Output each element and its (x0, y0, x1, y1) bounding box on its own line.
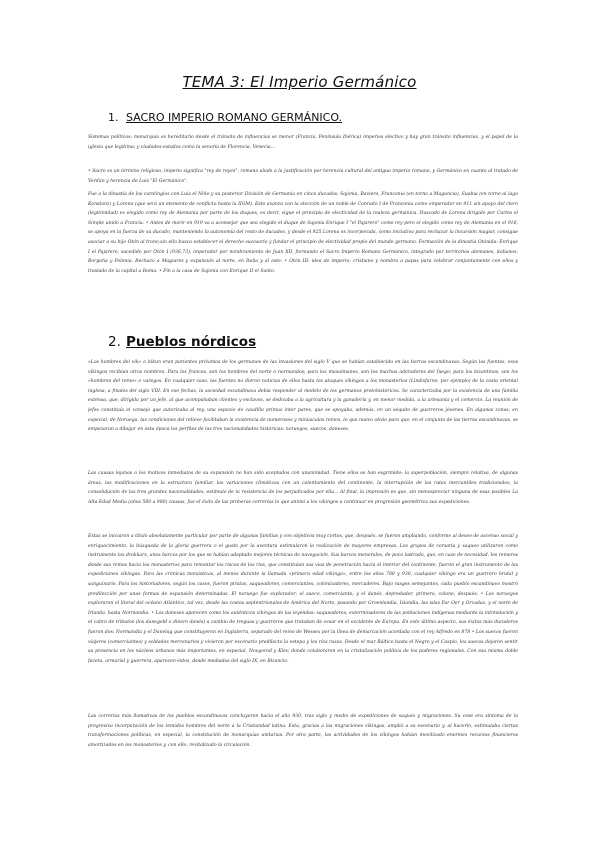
section-1-paragraph-3: Fue a la dinastía de los carolingios con Luis el Niño y su posterior División de Germania en cinco ducados: Sajonia, Baviera, Franconia (en torno a Maguncia), Suabia (en torno al lago Konstanz) y Lorena (que será un elemento de conflicto hasta la IIGM). Esto avanza con la elección de un noble de Conrado I de Franconia como emperador en 911 sin apoyo del clero (legitimidad) es elegido como rey de Alemania por parte de los duques, es decir, sigue el principio de electividad de la realeza germánica. Duscado de Lorena dirigido por Carlos el Simple unido a Francia. • Antes de morir en 919 va a aconsejar que sea elegido el duque de Sajonia Enrique I "el Pajarero" como rey pero el elegido como rey de Alemania en el 916, se apoya en la fuerza de su ducado, manteniendo la autonomía del resto de ducados, y desde el 925 Lorena es incorporada, como iniciativa para rechazar la incursión magiar, consigue asociar a su hijo Otón al trono,sin ello busca establecer el derecho sucesorio y fundar el principio de electividad propio del mundo germano. Formación de la dinastía Otónida: Enrique I el Pajarero, sucedido por Otón I (936,73), imperador por nombramiento de Juan XII, formando el Sacro Imperio Romano Germánico, integrado por territorios alemanes, italianos, Borgoña y Polonia. Rechazo a Magiares y expansión al norte, en Italia y al este. • Otón III: idea de imperio; cristiano y nombra a papas para celebrar conjuntamente con ellos y traslado de la capital a Roma. • Fin a la casa de Sajonia con Enrique II el Santo. (88, 192, 518, 274)
section-1-heading (108, 111, 342, 124)
section-2-title: Pueblos nórdicos (126, 334, 257, 350)
section-1-paragraph-2: • Sacro es un término religioso, imperio significa "rey de reyes", romano alude a la justificación por herencia cultural del antiguo imperio romano, y Germánico en cuanto al tratado de Verdún y herencia de Luis "El Germánico". (88, 169, 518, 184)
section-2-paragraph-1: «Los hombres del vik» o bikun eran parientes próximos de los germanos de las invasiones del siglo V que se habían establecido en las tierras escandinavas. Según las fuentes, esos vikingos recibían otros nombres. Para los francos, son los hombres del norte o normandos; para los musulmanes, son los machus adoradores del fuego; para los bizantinos, son los «hombres del remo» o varegos. En cualquier caso, las fuentes no dieron noticias de ellos hasta los ataques vikingos a los monasterios (Lindisfarne, por ejemplo) de la costa oriental inglesa, a finales del siglo VIII. En ese fechas, la sociedad escandinava debía responder al modelo de los germanos protohistóricos. Se caracterizaba por la existencia de una familia extensa, que, dirigida por un jefe, al que acompañaban clientes y esclavos, se dedicaba a la agricultura y la ganadería y, en menor medida, a la artesanía y el comercio. La reunión de jefes constituía el consejo que autorizaba al rey, una especie de caudillo primus inter pares, que se apoyaba, además, en un séquito de guerreros jóvenes. En algunas zonas, en especial, de Noruega, las condiciones del relieve facilitaban la existencia de numerosos y minúsculos reinos, lo que nuevo obvio para que, en el conjunto de las tierras escandinavas, se empezaran a dibujar en esta época los perfiles de las tres nacionalidades históricas: noruegos, suecos, daneses. (88, 360, 518, 433)
section-1-number: 1. (108, 111, 119, 124)
section-2-paragraph-4: Las correrías más llamativas de los pueblos escandinavos concluyeron hacia el año 930, tras siglo y medio de expediciones de saqueo y migraciones. Su cese era síntoma de la progresiva incorporación de los temidos hombres del norte a la Cristiandad latina. Esta, gracias a las migraciones vikingas, amplió a su escenario y, al hacerlo, estimulaba ciertas transformaciones políticas, en especial, la constitución de monarquías unitarias. Por otra parte, las actividades de los vikingos habían movilizado enormes recursos financieros amortizados en los monasterios y, con ello, revitalizado la circulación. (88, 714, 518, 748)
section-2-paragraph-3: Estas se iniciaron a título absolutamente particular por parte de algunas familias y con objetivos muy cortos, que, después, se fueron ampliando, conforme al deseo de ascenso social y enriquecimiento, la búsqueda de la gloria guerrera o el gusto por la aventura estimularon la realización de mayores empresas. Los grupos de corsaria y saqueo utilizaron como instrumento los drakkars, unos barcos por los que se habían adaptado mejores técnicas de navegación. Sus barcos menorales, de poco lastrado, que, en caso de necesidad, los remeros desde sus remos hacia los monasterios para remontar los riscos de los ríos, que constituían sus vías de penetración hacia el interior del continente, fueron el gran instrumento de las expediciones vikingas. Para las crónicas monásticas, al menos durante la llamada «primera edad vikinga», entre los años 788 y 930, cualquier vikingo era un guerrero brutal y sanguinario. Para los historiadores, según los casos, fueron piratas, saqueadores, comerciantes, colonizadores, mercaderes. Bajo rasgos semejantes, cada pueblo escandinavo mostró predilección por unas formas de expansión determinadas. El noruego fue explorador; el sueco, comerciante; y el danés, depredador, primero, colono, después. • Los noruegos exploraron el litoral del océano Atlántico, tal vez, desde las costas septentrionales de América del Norte, pasando por Groenlandia, Islandia, las islas Far Oer y Orcadas, y el norte de Irlanda, hasta Normandía. • Los daneses aparecen como los auténticos vikingos de las leyendas: saqueadores, exterminadores de las poblaciones indígenas mediante la intimidación y el cobro de tributos (los danegeld o dinero danés) a cambio de treguas y guerreros que trataban de cesar en el occidente de Europa. En este último aspecto, sus éxitos más duraderos fueron dos: Normandía y el Danelag que constituyeron en Inglaterra, separado del reino de Wessex por la línea de demarcación acordada con el rey Alfredo en 878 • Los suecos fueron viajeros (comerciantes) y soldados mercenarios y vivieron por escenario predilecto la estepa y los ríos rusos. Desde el mar Báltico hasta el Negro y el Caspio, los suecos dejaron sentir su presencia en los núcleos urbanos más importantes, en especial, Novgorod y Kiev, donde colaboraron en la cristalización política de los poderes regionales. Con esa misma doble faceta, armarial y guerrera, aparecen éstos, desde mediados del siglo IX, en Bizancio. (88, 534, 518, 664)
section-2-heading (108, 334, 256, 350)
document-title: TEMA 3: El Imperio Germánico (182, 73, 417, 91)
section-2-paragraph-2: Las causas lejanas o los motivos inmediatos de su expansión no han sido aceptados con unanimidad. Tiene ellos se han esgrimido: la superpoblación, siempre relativa, de algunas áreas, las modificaciones en la estructura familiar, las variaciones climáticas con un calentamiento del continente, la interrupción de las rutas mercantiles tradicionales, la consolidación de las tres grandes nacionalidades, estímulo de la resistencia de los perjudicados por ella... Al final, la impresión es que, sin menospreciar ninguna de esas posibles La Alta Edad Media (años 580 a 980) causas, fue el éxito de las primeras correrías lo que animó a los vikingos a continuar en progresión geométrica sus expediciones. (88, 471, 518, 505)
section-1-title: SACRO IMPERIO ROMANO GERMÁNICO. (126, 111, 343, 124)
section-1-paragraph-1: Sistemas políticos: monarquía es hereditario desde el tránsito de influencias se menor (Francia, Península Ibérica) imperios electivo y hay gran tránsito influencias, y el papel de la iglesia que legitima; y ciudades-estados como la senoría de Florencia, Venecia… (88, 135, 518, 150)
section-2-number: 2. (108, 334, 121, 350)
